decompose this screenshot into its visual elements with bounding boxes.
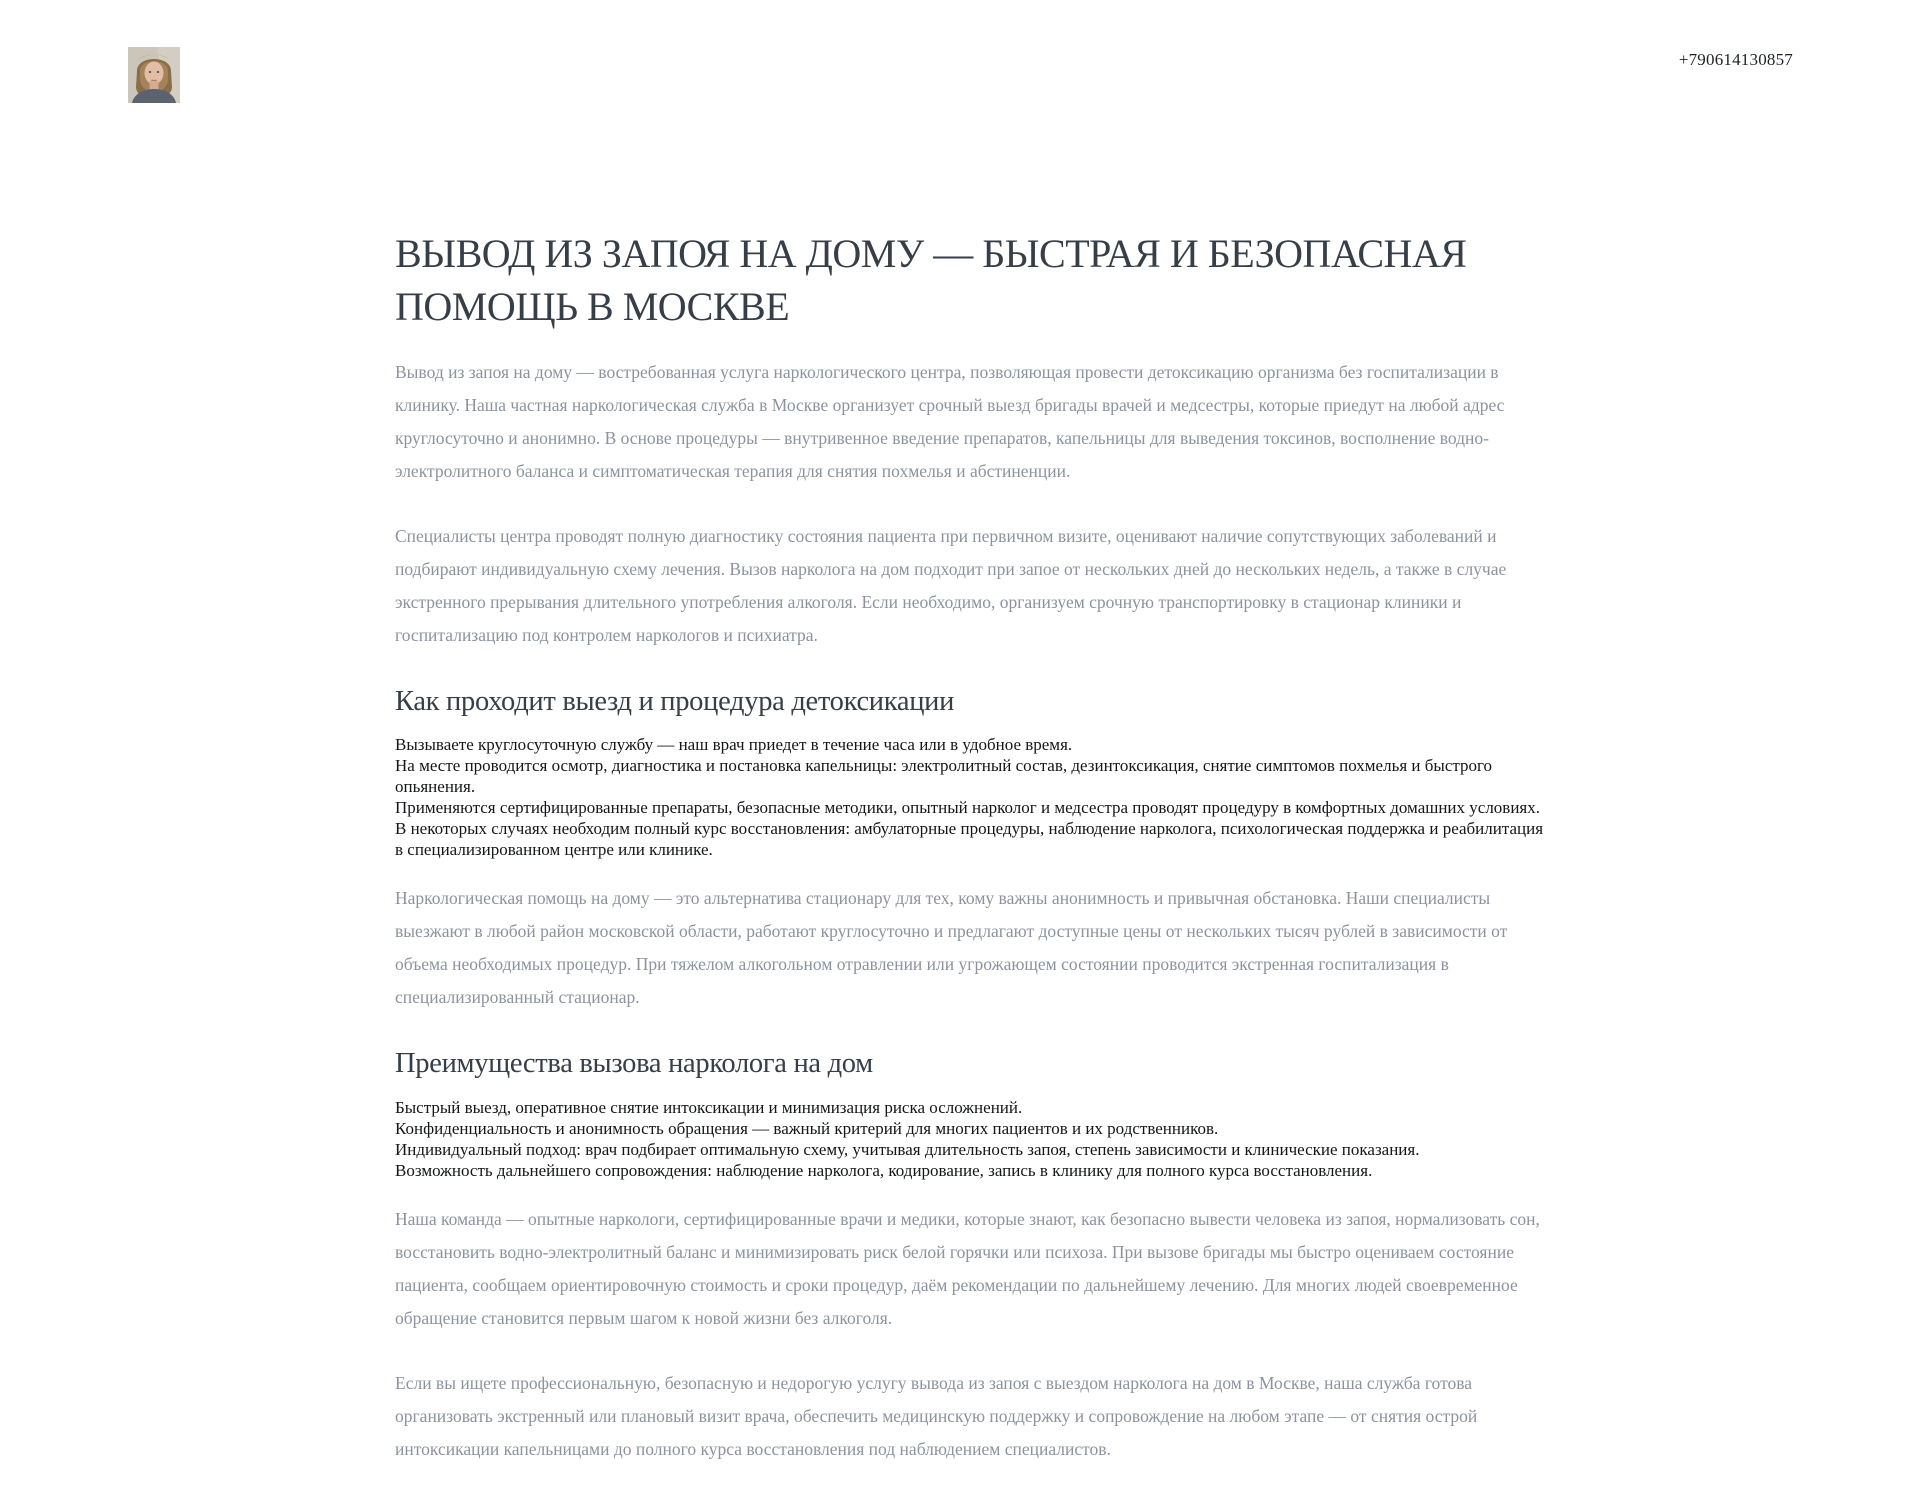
list-item: На месте проводится осмотр, диагностика и постановка капельницы: электролитный состав, дезинтоксикация, снятие симптомов похмелья и быстрого опьянения. [395, 756, 1493, 797]
list-item: Вызываете круглосуточную службу — наш врач приедет в течение часа или в удобное время. [395, 735, 1073, 755]
page-title: ВЫВОД ИЗ ЗАПОЯ НА ДОМУ — БЫСТРАЯ И БЕЗОПАСНАЯ ПОМОЩЬ В МОСКВЕ [395, 231, 1467, 329]
avatar[interactable] [128, 47, 180, 103]
section-detox-procedure [395, 684, 1548, 1015]
list-item: Возможность дальнейшего сопровождения: наблюдение нарколога, кодирование, запись в клинику для полного курса восстановления. [395, 1160, 1373, 1180]
intro-paragraph: Специалисты центра проводят полную диагностику состояния пациента при первичном визите, оценивают наличие сопутствующих заболеваний и подбирают индивидуальную схему лечения. Вызов нарколога на дом подходит при запое от нескольких дней до нескольких недель, а также в случае экстренного прерывания длительного употребления алкоголя. Если необходимо, организуем срочную транспортировку в стационар клиники и госпитализацию под контролем наркологов и психиатра. [395, 525, 1507, 645]
section-advantages [395, 1046, 1548, 1466]
avatar-image [128, 47, 180, 103]
intro-paragraph: Вывод из запоя на дому — востребованная услуга наркологического центра, позволяющая провести детоксикацию организма без госпитализации в клинику. Наша частная наркологическая служба в Москве организует срочный выезд бригады врачей и медсестры, которые приедут на любой адрес круглосуточно и анонимно. В основе процедуры — внутривенное введение препаратов, капельницы для выведения токсинов, восполнение водно-электролитного баланса и симптоматическая терапия для снятия похмелья и абстиненции. [395, 361, 1505, 481]
section-paragraph: Наркологическая помощь на дому — это альтернатива стационару для тех, кому важны анонимность и привычная обстановка. Наши специалисты выезжают в любой район московской области, работают круглосуточно и предлагают доступные цены от нескольких тысяч рублей в зависимости от объема необходимых процедур. При тяжелом алкогольном отравлении или угрожающем состоянии проводится экстренная госпитализация в специализированный стационар. [395, 888, 1508, 1008]
list-item: Конфиденциальность и анонимность обращения — важный критерий для многих пациентов и их родственников. [395, 1118, 1219, 1138]
section-heading: Преимущества вызова нарколога на дом [395, 1048, 873, 1080]
list-item: Индивидуальный подход: врач подбирает оптимальную схему, учитывая длительность запоя, степень зависимости и клинические показания. [395, 1139, 1420, 1159]
section-heading: Как проходит выезд и процедура детоксикации [395, 685, 955, 717]
list-item: В некоторых случаях необходим полный курс восстановления: амбулаторные процедуры, наблюдение нарколога, психологическая поддержка и реабилитация в специализированном центре или клинике. [395, 819, 1544, 860]
section-paragraph: Наша команда — опытные наркологи, сертифицированные врачи и медики, которые знают, как безопасно вывести человека из запоя, нормализовать сон, восстановить водно-электролитный баланс и минимизировать риск белой горячки или психоза. При вызове бригады мы быстро оцениваем состояние пациента, сообщаем ориентировочную стоимость и сроки процедур, даём рекомендации по дальнейшему лечению. Для многих людей своевременное обращение становится первым шагом к новой жизни без алкоголя. [395, 1208, 1540, 1328]
section-paragraph: Если вы ищете профессиональную, безопасную и недорогую услугу вывода из запоя с выездом нарколога на дом в Москве, наша служба готова организовать экстренный или плановый визит врача, обеспечить медицинскую поддержку и сопровождение на любом этапе — от снятия острой интоксикации капельницами до полного курса восстановления под наблюдением специалистов. [395, 1372, 1478, 1459]
phone-number[interactable]: +790614130857 [1678, 50, 1793, 69]
article [395, 0, 1548, 1498]
list-item: Быстрый выезд, оперативное снятие интоксикации и минимизация риска осложнений. [395, 1097, 1023, 1117]
list-item: Применяются сертифицированные препараты, безопасные методики, опытный нарколог и медсестра проводят процедуру в комфортных домашних условиях. [395, 798, 1540, 818]
procedure-list [395, 734, 1548, 860]
advantages-list [395, 1097, 1548, 1181]
